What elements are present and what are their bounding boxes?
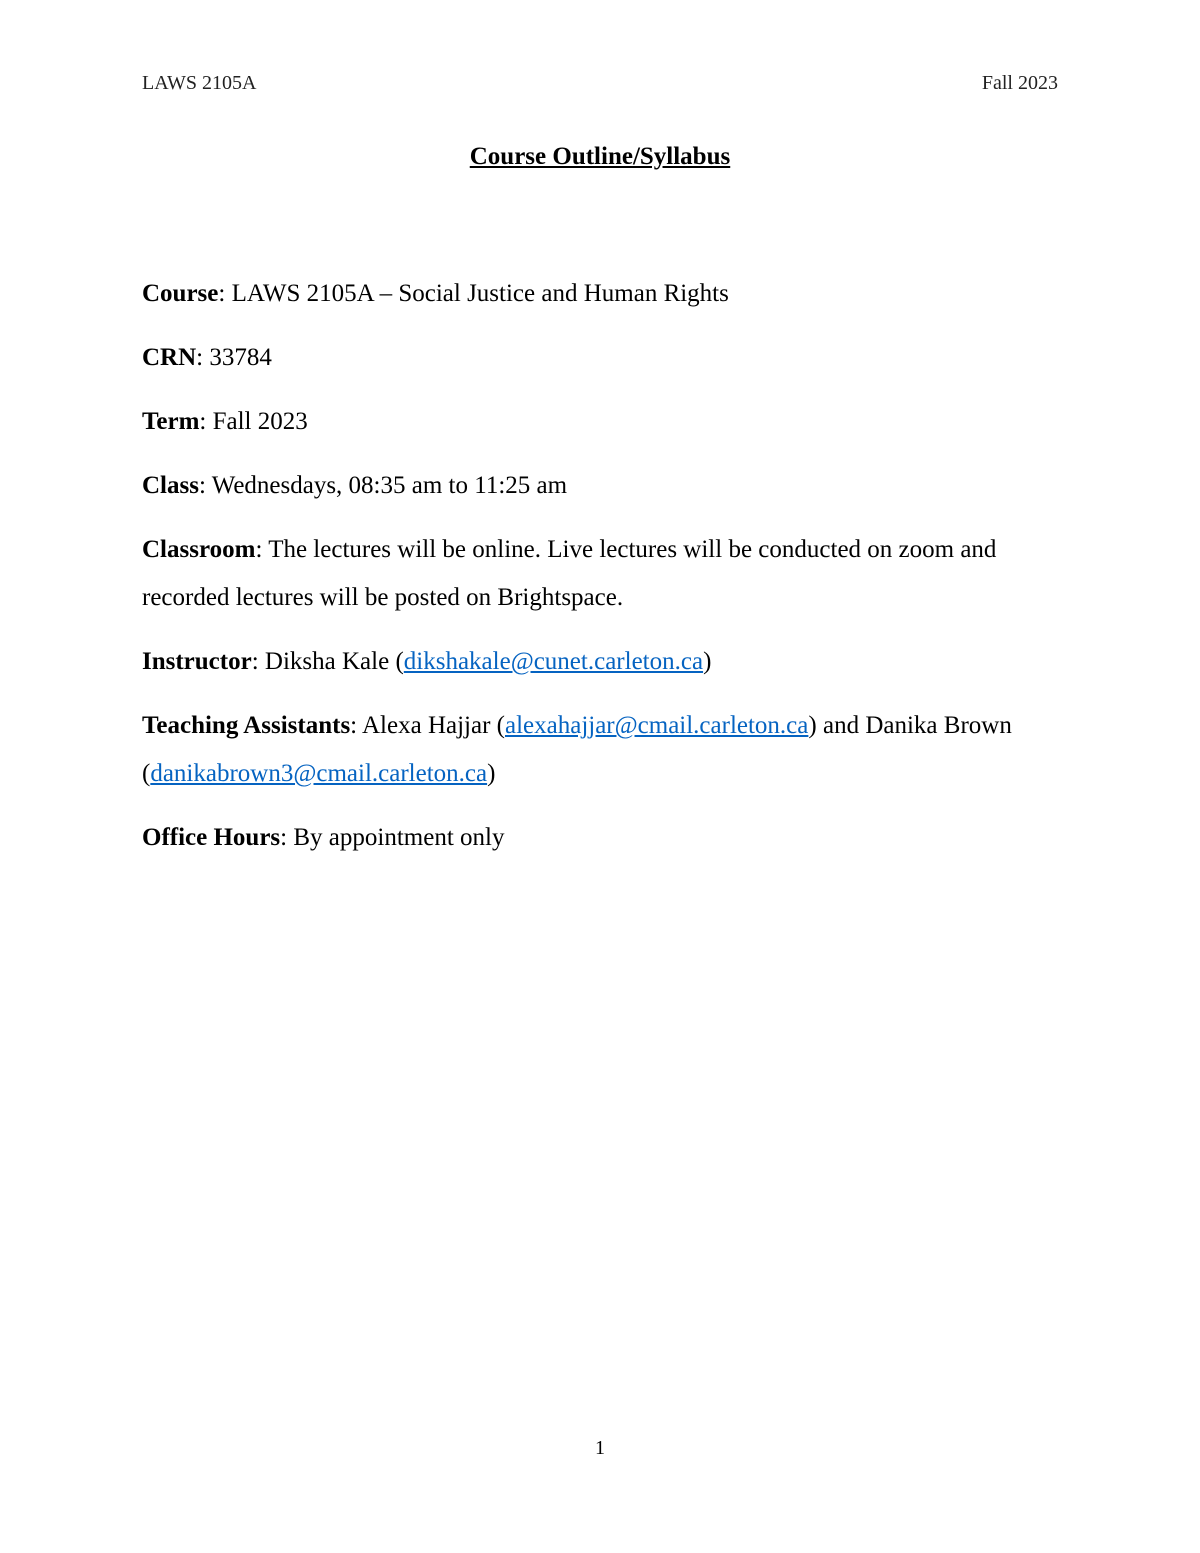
document-title: Course Outline/Syllabus bbox=[469, 143, 731, 170]
course-value: LAWS 2105A – Social Justice and Human Rights bbox=[231, 280, 729, 307]
office-hours-label: Office Hours bbox=[142, 824, 281, 851]
class-field: Class: Wednesdays, 08:35 am to 11:25 am bbox=[142, 472, 568, 499]
term-field: Term: Fall 2023 bbox=[142, 408, 308, 435]
page-number: 1 bbox=[595, 1437, 605, 1459]
teaching-assistants-label: Teaching Assistants bbox=[142, 712, 351, 739]
course-label: Course bbox=[142, 280, 219, 307]
ta-connector: and bbox=[822, 712, 860, 739]
teaching-assistants-field: Teaching Assistants: Alexa Hajjar (alexahajjar@cmail.carleton.ca) and Danika Brown (danikabrown3@cmail.carleton.ca) bbox=[142, 712, 1012, 787]
term-label: Term bbox=[142, 408, 200, 435]
instructor-name: Diksha Kale bbox=[264, 648, 390, 675]
crn-value: 33784 bbox=[209, 344, 272, 371]
classroom-label: Classroom bbox=[142, 536, 256, 563]
ta1-name: Alexa Hajjar bbox=[362, 712, 491, 739]
instructor-field: Instructor: Diksha Kale (dikshakale@cunet.carleton.ca) bbox=[142, 648, 712, 675]
ta2-name: Danika Brown bbox=[865, 712, 1012, 739]
instructor-email-link[interactable]: dikshakale@cunet.carleton.ca bbox=[403, 648, 704, 675]
ta1-email-link[interactable]: alexahajjar@cmail.carleton.ca bbox=[504, 712, 809, 739]
instructor-label: Instructor bbox=[142, 648, 252, 675]
header-term: Fall 2023 bbox=[981, 72, 1058, 94]
crn-label: CRN bbox=[142, 344, 197, 371]
course-field: Course: LAWS 2105A – Social Justice and Human Rights bbox=[142, 280, 729, 307]
office-hours-value: By appointment only bbox=[293, 824, 505, 851]
term-value: Fall 2023 bbox=[212, 408, 308, 435]
ta2-email-link[interactable]: danikabrown3@cmail.carleton.ca bbox=[150, 760, 488, 787]
header-course-code: LAWS 2105A bbox=[142, 72, 257, 94]
class-label: Class bbox=[142, 472, 199, 499]
course-details bbox=[142, 270, 1042, 878]
office-hours-field: Office Hours: By appointment only bbox=[142, 824, 505, 851]
classroom-value: The lectures will be online. Live lectures will be conducted on zoom and recorded lectures will be posted on Brightspace. bbox=[142, 536, 997, 611]
class-value: Wednesdays, 08:35 am to 11:25 am bbox=[211, 472, 568, 499]
page-header bbox=[142, 72, 1058, 98]
crn-field: CRN: 33784 bbox=[142, 344, 272, 371]
classroom-field: Classroom: The lectures will be online. Live lectures will be conducted on zoom and recorded lectures will be posted on Brightspace. bbox=[142, 536, 997, 611]
